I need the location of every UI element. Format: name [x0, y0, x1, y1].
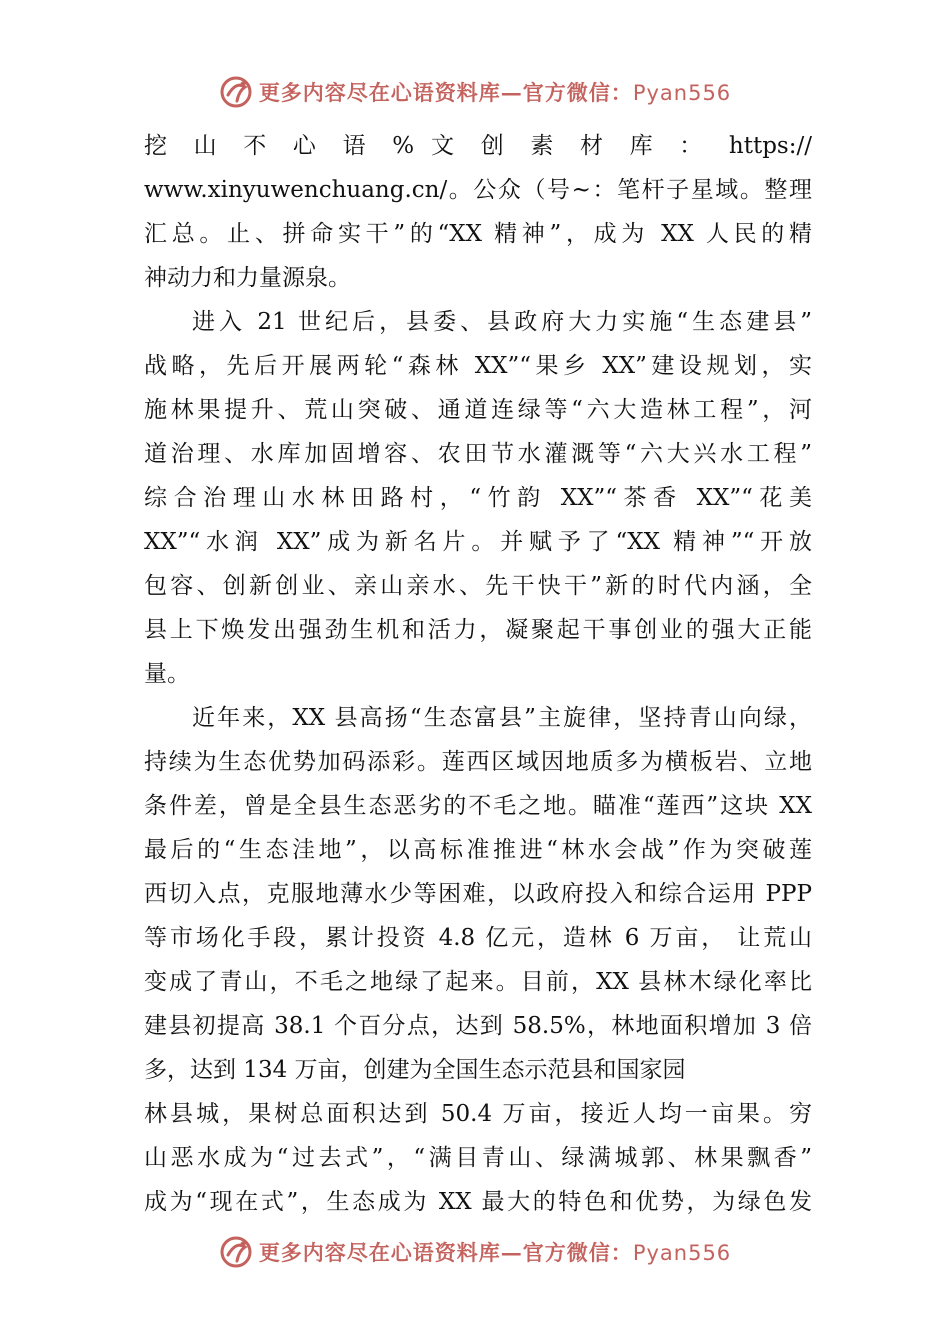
banner-text: 更多内容尽在心语资料库—官方微信：Pyan556	[258, 80, 732, 105]
paragraph-first-line: 近年来，XX 县高扬“生态富县”主旋律，坚持青山向绿，	[192, 705, 812, 731]
text-line: 最后的“生态洼地”，以高标准推进“林水会战”作为突破莲	[144, 837, 812, 863]
text-line: 持续为生态优势加码添彩。莲西区域因地质多为横板岩、立地	[144, 749, 812, 775]
text-line: www.xinyuwenchuang.cn/。公众（号~：笔杆子星域。整理	[144, 177, 812, 203]
banner-text: 更多内容尽在心语资料库—官方微信：Pyan556	[258, 1240, 732, 1265]
footer-watermark-banner	[0, 1230, 950, 1274]
text-line: 西切入点，克服地薄水少等困难，以政府投入和综合运用 PPP	[144, 881, 812, 907]
text-line: 施林果提升、荒山突破、通道连绿等“六大造林工程”，河	[144, 397, 812, 423]
text-line: 变成了青山，不毛之地绿了起来。目前，XX 县林木绿化率比	[144, 969, 812, 995]
header-watermark-banner	[0, 70, 950, 114]
text-line: 神动力和力量源泉。	[144, 265, 351, 291]
text-line: 量。	[144, 661, 190, 687]
text-line: 条件差，曾是全县生态恶劣的不毛之地。瞄准“莲西”这块 XX	[144, 793, 812, 819]
text-line: XX”“水润 XX”成为新名片。并赋予了“XX 精神”“开放	[144, 529, 812, 555]
paragraph-first-line: 进入 21 世纪后，县委、县政府大力实施“生态建县”	[192, 309, 812, 335]
text-line: 综合治理山水林田路村，“竹韵 XX”“茶香 XX”“花美	[144, 485, 812, 511]
text-line: 林县城，果树总面积达到 50.4 万亩，接近人均一亩果。穷	[144, 1101, 812, 1127]
text-line: 成为“现在式”，生态成为 XX 最大的特色和优势，为绿色发	[144, 1189, 812, 1215]
text-line: 等市场化手段，累计投资 4.8 亿元，造林 6 万亩， 让荒山	[144, 925, 812, 951]
text-line: 山恶水成为“过去式”，“满目青山、绿满城郭、林果飘香”	[144, 1145, 812, 1171]
text-line: 多，达到 134 万亩，创建为全国生态示范县和国家园	[144, 1057, 686, 1083]
text-line: 挖 山 不 心 语 % 文 创 素 材 库 ： https://	[144, 133, 812, 159]
text-line: 战略，先后开展两轮“森林 XX”“果乡 XX”建设规划，实	[144, 353, 812, 379]
text-line: 建县初提高 38.1 个百分点，达到 58.5%，林地面积增加 3 倍	[144, 1013, 812, 1039]
text-line: 包容、创新创业、亲山亲水、先干快干”新的时代内涵，全	[144, 573, 812, 599]
text-line: 道治理、水库加固增容、农田节水灌溉等“六大兴水工程”	[144, 441, 812, 467]
document-body	[144, 124, 812, 1224]
text-line: 汇总。止、拼命实干”的“XX 精神”，成为 XX 人民的精	[144, 221, 812, 247]
logo-icon	[219, 75, 253, 109]
logo-icon	[219, 1235, 253, 1269]
text-line: 县上下焕发出强劲生机和活力，凝聚起干事创业的强大正能	[144, 617, 812, 643]
